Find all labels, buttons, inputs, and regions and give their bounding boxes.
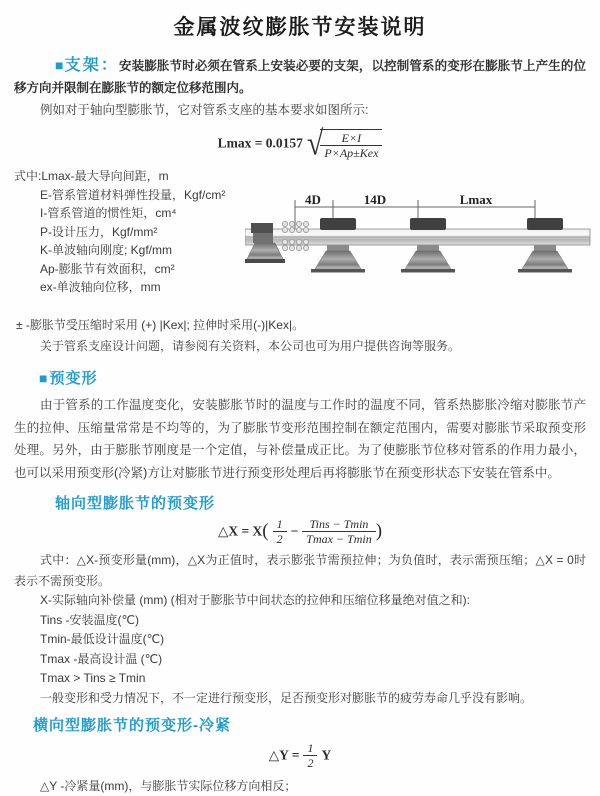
plus-minus-note: ± -膨胀节受压缩时采用 (+) |Kex|; 拉伸时采用(-)|Kex|。 [16,318,305,332]
support-example-line: 例如对于轴向型膨胀节，它对管系支座的基本要求如图所示: [40,103,369,117]
minus-sign: − [290,523,299,539]
section-square-icon: ■ [55,57,64,73]
preform-heading-label: 预变形 [49,370,98,387]
axial-formula [14,517,586,546]
service-note: 关于管系支座设计问题，请参阅有关资料，本公司也可为用户提供咨询等服务。 [40,339,461,353]
lmax-formula-lhs: Lmax = 0.0157 [217,135,303,151]
lmax-formula-numerator: E×I [341,130,362,145]
preform-body-paragraph: 由于管系的工作温度变化，安装膨胀节时的温度与工作时的温度不同，管系热膨胀冷缩对膨胀节产生的拉伸、压缩量常常是不均等的，为了膨胀节变形范围控制在额定范围内，需要对膨胀节采取预变形处理。另外，由于膨胀节刚度是一个定值，与补偿量成正比。为了使膨胀节位移对管系的作用力最小，也可以采用预变形(冷紧)方让对膨胀节进行预变形处理后再将膨胀节在预变形状态下安装在管系中。 [14,398,586,480]
definition-item: E-管系管道材料弹性投量，Kgf/cm² [40,187,226,202]
preform-section-heading [39,367,586,388]
open-paren: ( [262,520,269,542]
definition-item: ex-单波轴向位移，mm [40,280,161,294]
close-paren: ) [375,520,383,542]
axial-formula-lhs: △X = X [217,523,263,539]
temp-frac-numerator: Tins − Tmin [309,517,369,531]
lateral-subsection-heading: 横向型膨胀节的预变形-冷紧 [33,717,231,734]
pipe-support-diagram [245,193,600,295]
temperature-line: Tmin-最低设计温度(℃) [40,632,165,646]
axial-explain-paragraph: 式中：△X-预变形量(mm)，△X为正值时，表示膨张节需预拉伸；为负值时，表示需预压缩；△X = 0时表示不需预变形。 [14,553,586,588]
temperature-line: Tmax > Tins ≥ Tmin [40,671,146,685]
axial-subsection-heading: 轴向型膨胀节的预变形 [55,495,216,512]
definition-item: Ap-膨胀节有效面积，cm² [40,261,175,276]
definition-item: 式中:Lmax-最大导向间距，m [14,169,169,183]
sqrt-symbol: √ [306,124,324,163]
support-intro-text: 安装膨胀节时必须在管系上安装必要的支架，以控制管系的变形在膨胀节上产生的位移方向并限制在膨胀节的额定位移范围内。 [14,59,586,95]
temperature-line: Tmax -最高设计温 (℃) [40,651,163,666]
general-note-line: 一般变形和受力情况下，不一定进行预变形，足否预变形对膨胀节的疲劳寿命几乎没有影响。 [40,690,533,705]
definition-item: K-单波轴向刚度; Kgf/mm [40,243,173,257]
section-square-icon: ■ [39,370,49,386]
definition-item: I-管系管道的惯性矩，cm⁴ [40,206,177,220]
definition-item: P-设计压力，Kgf/mm² [40,224,158,239]
half-denominator: 2 [303,755,317,770]
cold-tightening-note: △Y -冷紧量(mm)，与膨胀节实际位移方向相反； [40,779,297,793]
lmax-formula-denominator: P×Ap±Kex [320,145,382,160]
lateral-formula-rhs: Y [321,747,332,763]
definitions-and-diagram [14,167,586,315]
half-numerator: 1 [276,517,283,531]
temperature-line: Tins -安装温度(℃) [40,612,140,627]
lateral-formula [14,741,586,770]
half-denominator: 2 [273,531,287,546]
dimension-label-lmax: Lmax [459,193,493,207]
support-section-heading: 支架： [64,57,119,74]
dimension-label-14d: 14D [363,193,387,207]
page-title: 金属波纹膨胀节安装说明 [173,16,427,39]
x-definition-line: X-实际轴向补偿量 (mm) (相对于膨胀节中间状态的拉伸和压缩位移量绝对值之和): [40,593,470,607]
lmax-formula [14,124,586,163]
temp-frac-denominator: Tmax − Tmin [302,531,375,546]
half-numerator: 1 [307,741,314,755]
lateral-formula-lhs: △Y = [268,747,300,763]
support-intro-paragraph [14,54,586,99]
dimension-label-4d: 4D [305,193,321,207]
